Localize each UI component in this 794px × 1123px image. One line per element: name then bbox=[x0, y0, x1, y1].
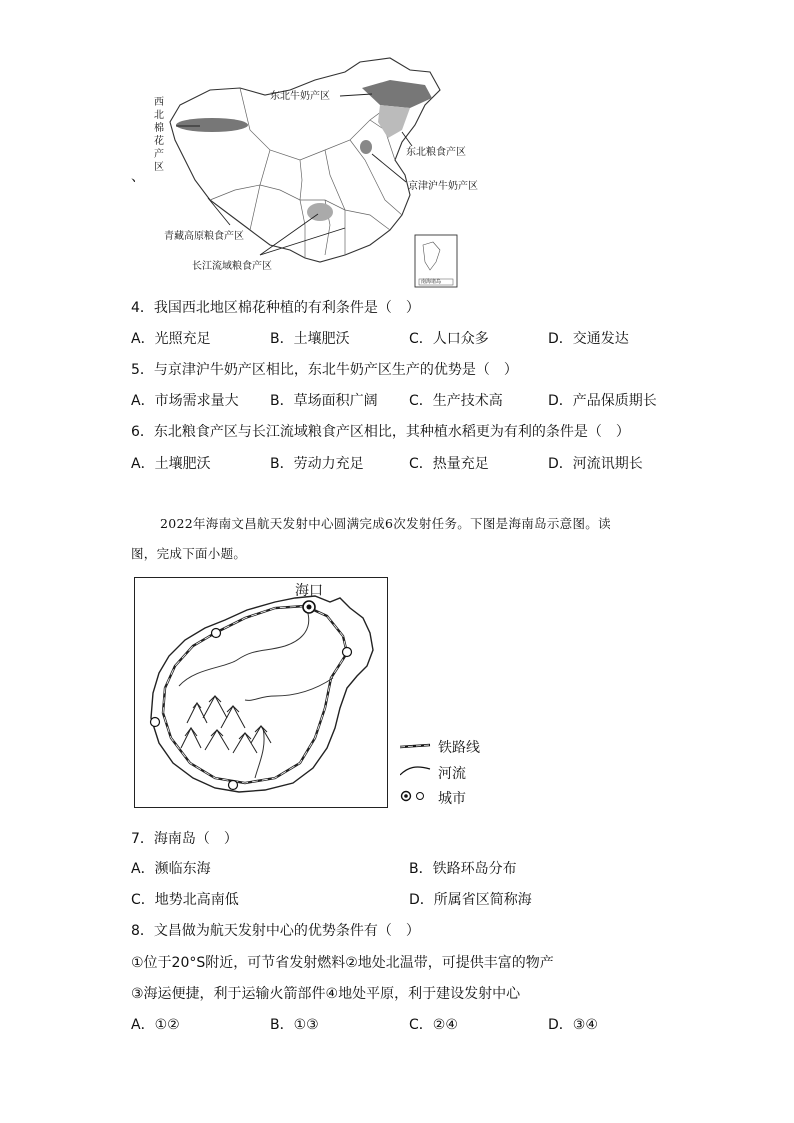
mountains-icon bbox=[181, 696, 271, 753]
hainan-map-graphic bbox=[135, 578, 387, 807]
question-4-stem: 4．我国西北地区棉花种植的有利条件是（ ） bbox=[131, 300, 420, 316]
question-8-option-d[interactable]: D．③④ bbox=[548, 1017, 598, 1033]
hainan-coastline bbox=[151, 596, 373, 792]
question-7-option-c[interactable]: C．地势北高南低 bbox=[131, 892, 239, 908]
label-northeast-grain: 东北粮食产区 bbox=[406, 147, 466, 158]
question-6-option-d[interactable]: D．河流讯期长 bbox=[548, 456, 643, 472]
question-6-stem: 6．东北粮食产区与长江流域粮食产区相比，其种植水稻更为有利的条件是（ ） bbox=[131, 424, 630, 440]
yangtze-grain-region bbox=[307, 203, 333, 221]
question-7-option-d[interactable]: D．所属省区简称海 bbox=[409, 892, 532, 908]
china-map-graphic bbox=[140, 50, 500, 290]
hainan-railway-ring bbox=[163, 606, 347, 783]
question-8-stem: 8．文昌做为航天发射中心的优势条件有（ ） bbox=[131, 923, 420, 939]
railway-legend-icon bbox=[400, 739, 432, 753]
question-5-option-c[interactable]: C．生产技术高 bbox=[409, 393, 503, 409]
question-4-option-a[interactable]: A．光照充足 bbox=[131, 331, 211, 347]
question-6-option-c[interactable]: C．热量充足 bbox=[409, 456, 489, 472]
intro-line-1: 2022年海南文昌航天发射中心圆满完成6次发射任务。下图是海南岛示意图。读 bbox=[160, 516, 611, 531]
label-jingjinhu-milk: 京津沪牛奶产区 bbox=[408, 181, 478, 192]
legend-railway-label: 铁路线 bbox=[438, 740, 480, 756]
city-marker bbox=[229, 781, 238, 790]
hainan-map-figure bbox=[134, 577, 388, 808]
question-5-option-a[interactable]: A．市场需求量大 bbox=[131, 393, 239, 409]
question-8-option-c[interactable]: C．②④ bbox=[409, 1017, 458, 1033]
question-4-option-b[interactable]: B．土壤肥沃 bbox=[270, 331, 350, 347]
hainan-map-legend bbox=[400, 735, 520, 811]
inset-caption: 南海诸岛 bbox=[421, 279, 442, 285]
question-7-option-a[interactable]: A．濒临东海 bbox=[131, 861, 211, 877]
northwest-cotton-region bbox=[176, 118, 248, 132]
city-marker bbox=[212, 629, 221, 638]
city-legend-icon bbox=[400, 789, 432, 803]
question-8-statement-2: ③海运便捷，利于运输火箭部件④地处平原，利于建设发射中心 bbox=[131, 986, 521, 1002]
question-8-option-a[interactable]: A．①② bbox=[131, 1017, 180, 1033]
northeast-grain-region bbox=[378, 105, 410, 138]
question-7-stem: 7．海南岛（ ） bbox=[131, 831, 238, 847]
label-northwest-cotton: 西北棉花产区 bbox=[154, 97, 164, 173]
china-map-figure bbox=[140, 50, 500, 290]
northeast-milk-region bbox=[362, 80, 432, 108]
question-5-option-d[interactable]: D．产品保质期长 bbox=[548, 393, 657, 409]
question-8-option-b[interactable]: B．①③ bbox=[270, 1017, 319, 1033]
label-northeast-milk: 东北牛奶产区 bbox=[270, 91, 330, 102]
question-7-option-b[interactable]: B．铁路环岛分布 bbox=[409, 861, 517, 877]
left-punctuation-mark: 、 bbox=[131, 169, 145, 185]
intro-line-2: 图，完成下面小题。 bbox=[131, 546, 247, 561]
question-5-stem: 5．与京津沪牛奶产区相比，东北牛奶产区生产的优势是（ ） bbox=[131, 362, 518, 378]
question-4-option-d[interactable]: D．交通发达 bbox=[548, 331, 629, 347]
label-qingzang-grain: 青藏高原粮食产区 bbox=[164, 231, 244, 242]
question-4-option-c[interactable]: C．人口众多 bbox=[409, 331, 489, 347]
label-yangtze-grain: 长江流域粮食产区 bbox=[192, 261, 272, 272]
question-6-option-b[interactable]: B．劳动力充足 bbox=[270, 456, 364, 472]
jingjinhu-milk-region bbox=[360, 140, 372, 154]
question-5-option-b[interactable]: B．草场面积广阔 bbox=[270, 393, 378, 409]
question-6-option-a[interactable]: A．土壤肥沃 bbox=[131, 456, 211, 472]
legend-city-label: 城市 bbox=[438, 791, 466, 807]
legend-river-label: 河流 bbox=[438, 766, 466, 782]
river-legend-icon bbox=[400, 763, 432, 777]
haikou-label: 海口 bbox=[295, 583, 323, 599]
city-marker bbox=[343, 648, 352, 657]
question-8-statement-1: ①位于20°S附近，可节省发射燃料②地处北温带，可提供丰富的物产 bbox=[131, 955, 554, 971]
city-marker bbox=[151, 718, 160, 727]
